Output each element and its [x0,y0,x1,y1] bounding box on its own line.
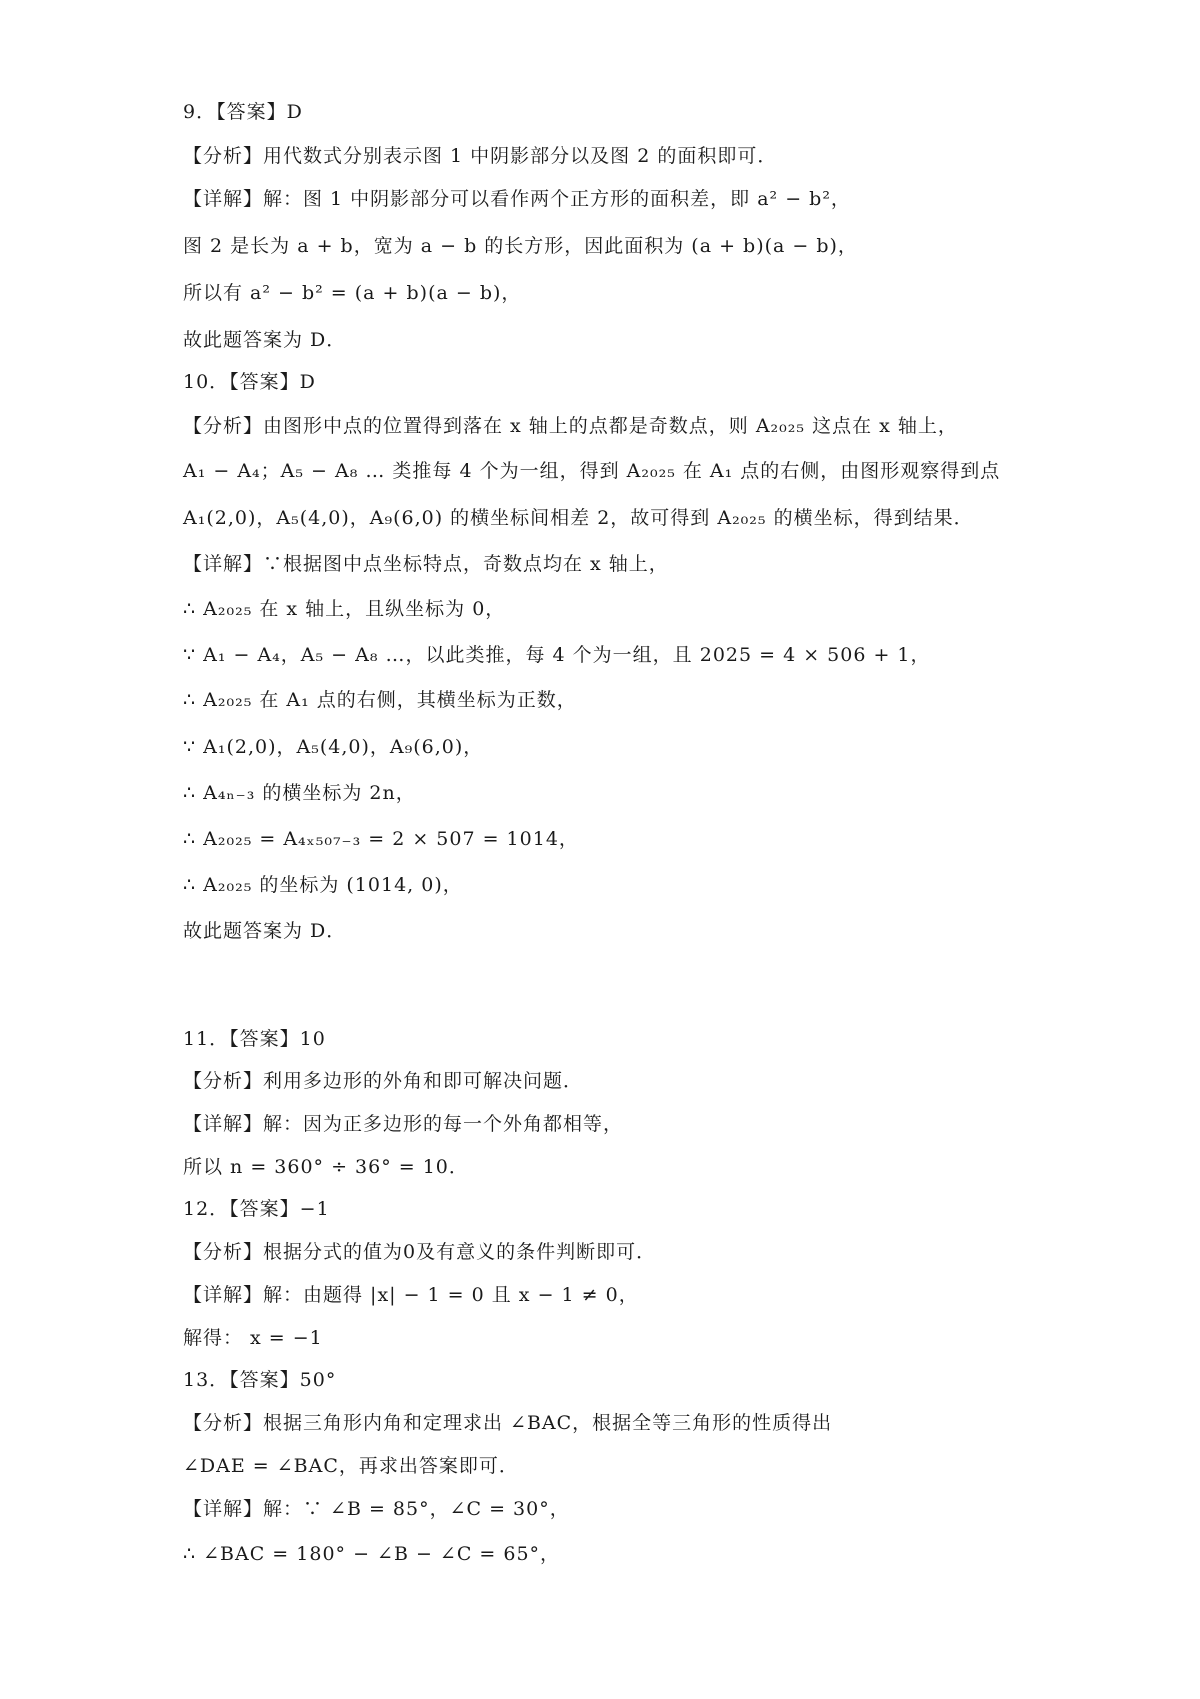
q10-analysis-line: 【分析】由图形中点的位置得到落在 x 轴上的点都是奇数点，则 A₂₀₂₅ 这点在 x 轴上， [183,415,958,437]
q10-detail-line: 【详解】∵根据图中点坐标特点，奇数点均在 x 轴上， [183,553,669,575]
q10-detail-line: ∴ A₂₀₂₅ = A₄ₓ₅₀₇₋₃ = 2 × 507 = 1014， [183,828,579,850]
q12-analysis: 【分析】根据分式的值为0及有意义的条件判断即可． [183,1241,657,1263]
q10-detail-line: ∴ A₂₀₂₅ 在 A₁ 点的右侧，其横坐标为正数， [183,689,577,711]
q9-detail-line: 所以有 a² − b² = (a + b)(a − b)， [183,282,522,304]
q13-analysis-line: 【分析】根据三角形内角和定理求出 ∠BAC，根据全等三角形的性质得出 [183,1412,833,1434]
q12-answer-header: 12．【答案】−1 [183,1198,330,1220]
q9-conclusion: 故此题答案为 D． [183,329,347,351]
q10-detail-line: ∵ A₁(2,0)，A₅(4,0)，A₉(6,0)， [183,736,484,758]
q10-detail-line: ∵ A₁ − A₄，A₅ − A₈ …，以此类推，每 4 个为一组，且 2025 = 4 × 506 + 1， [183,644,931,666]
q13-detail-line: ∴ ∠BAC = 180° − ∠B − ∠C = 65°， [183,1543,561,1565]
q10-analysis-line: A₁ − A₄；A₅ − A₈ … 类推每 4 个为一组，得到 A₂₀₂₅ 在 A₁ 点的右侧，由图形观察得到点 [183,460,1001,482]
q13-answer-header: 13．【答案】50° [183,1369,337,1391]
q10-answer-header: 10．【答案】D [183,371,316,393]
q11-detail-line: 【详解】解：因为正多边形的每一个外角都相等， [183,1113,624,1135]
q11-answer-header: 11．【答案】10 [183,1028,326,1050]
q13-analysis-line: ∠DAE = ∠BAC，再求出答案即可． [183,1455,519,1477]
q10-detail-line: ∴ A₂₀₂₅ 的坐标为 (1014, 0)， [183,874,463,896]
q10-detail-line: ∴ A₄ₙ₋₃ 的横坐标为 2n， [183,782,416,804]
q11-analysis: 【分析】利用多边形的外角和即可解决问题． [183,1070,584,1092]
q10-detail-line: ∴ A₂₀₂₅ 在 x 轴上，且纵坐标为 0， [183,598,506,620]
q12-detail-line: 解得： x = −1 [183,1327,323,1349]
q10-conclusion: 故此题答案为 D． [183,920,347,942]
q9-analysis: 【分析】用代数式分别表示图 1 中阴影部分以及图 2 的面积即可． [183,145,778,167]
q11-detail-line: 所以 n = 360° ÷ 36° = 10． [183,1156,469,1178]
q9-detail-line: 图 2 是长为 a + b，宽为 a − b 的长方形，因此面积为 (a + b)(a − b)， [183,235,858,257]
q9-detail-line: 【详解】解：图 1 中阴影部分可以看作两个正方形的面积差，即 a² − b²， [183,188,851,210]
q13-detail-line: 【详解】解：∵ ∠B = 85°，∠C = 30°， [183,1498,570,1520]
q9-answer-header: 9．【答案】D [183,101,303,123]
q10-analysis-line: A₁(2,0)，A₅(4,0)，A₉(6,0) 的横坐标间相差 2，故可得到 A₂₀₂₅ 的横坐标，得到结果． [183,507,974,529]
q12-detail-line: 【详解】解：由题得 |x| − 1 = 0 且 x − 1 ≠ 0， [183,1284,639,1306]
